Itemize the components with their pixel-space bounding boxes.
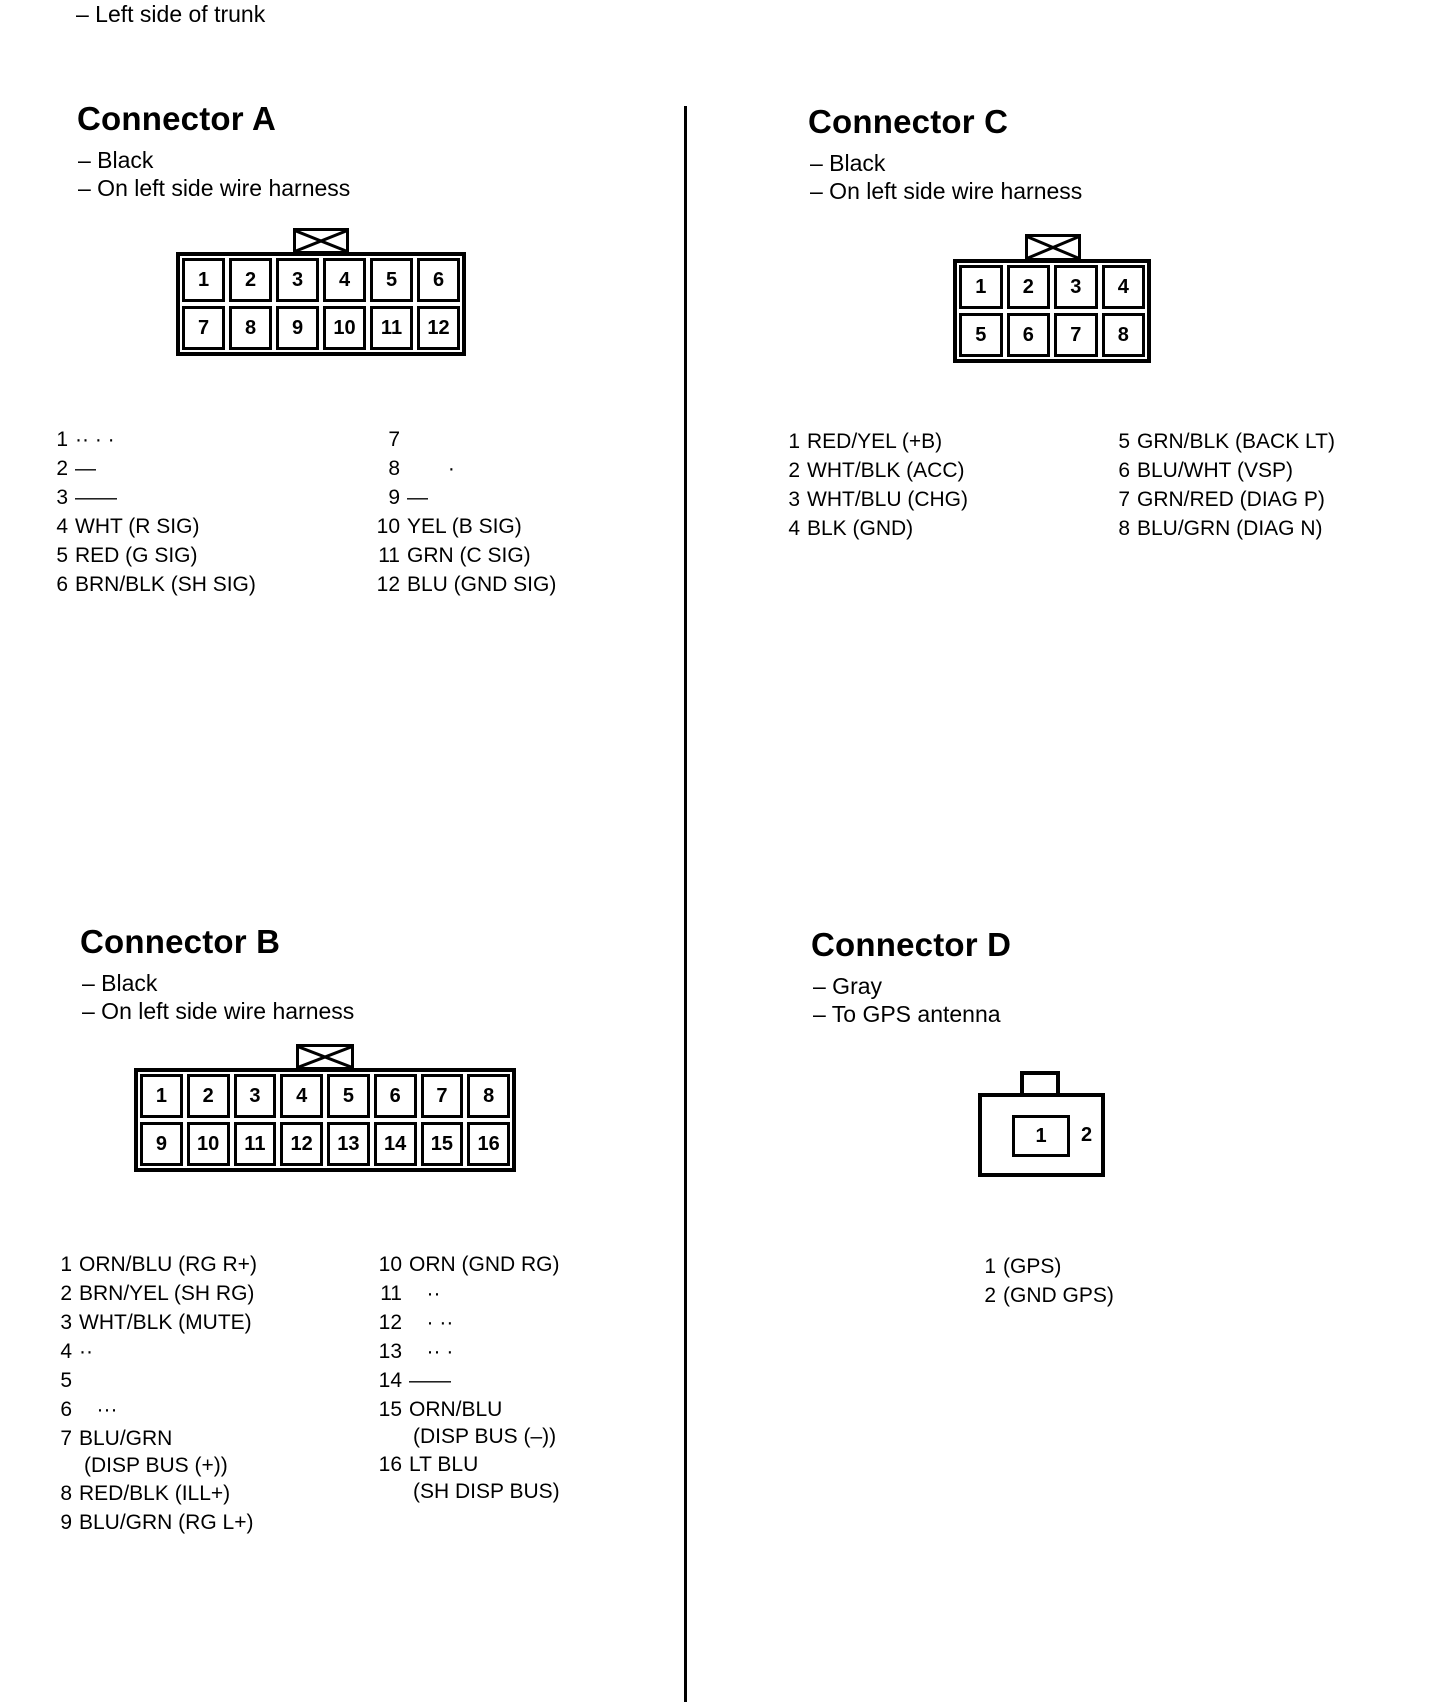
pin-row: 12 · ·· bbox=[378, 1311, 454, 1334]
connector-b-cavity: 2 bbox=[187, 1074, 230, 1118]
connector-c-cavity: 2 bbox=[1007, 265, 1051, 309]
connector-b-cavity: 16 bbox=[467, 1122, 510, 1166]
connector-a-cavity: 2 bbox=[229, 258, 272, 302]
connector-b-cavity: 7 bbox=[421, 1074, 464, 1118]
pin-row: 1 ORN/BLU (RG R+) bbox=[60, 1253, 257, 1276]
connector-c-location: – On left side wire harness bbox=[810, 178, 1083, 204]
pin-row: 5 bbox=[60, 1369, 72, 1392]
connector-a-cavity: 6 bbox=[417, 258, 460, 302]
pin-row: 3 —— bbox=[56, 486, 117, 509]
connector-b-cavities bbox=[134, 1068, 516, 1172]
pin-row: 7 bbox=[388, 428, 400, 451]
connector-a-color: – Black bbox=[78, 147, 154, 173]
connector-d-location: – To GPS antenna bbox=[813, 1001, 1001, 1027]
pin-row: 7 BLU/GRN bbox=[60, 1427, 173, 1450]
connector-b-cavity: 10 bbox=[187, 1122, 230, 1166]
pin-row: 4 BLK (GND) bbox=[788, 517, 914, 540]
pin-row: 10 ORN (GND RG) bbox=[378, 1253, 560, 1276]
connector-c-cavity: 4 bbox=[1102, 265, 1146, 309]
connector-c-cavity: 6 bbox=[1007, 313, 1051, 357]
connector-b-pins-left bbox=[58, 1250, 257, 1537]
connector-a-cavity: 9 bbox=[276, 306, 319, 350]
connector-a-diagram bbox=[176, 228, 466, 358]
connector-a-pins-left bbox=[54, 425, 256, 599]
connector-b-location: – On left side wire harness bbox=[82, 998, 355, 1024]
connector-d-latch bbox=[1020, 1071, 1060, 1095]
connector-a-latch bbox=[293, 228, 349, 254]
connector-a-cavity: 12 bbox=[417, 306, 460, 350]
connector-c-cavity: 8 bbox=[1102, 313, 1146, 357]
connector-c-cavity: 1 bbox=[959, 265, 1003, 309]
connector-a-cavities bbox=[176, 252, 466, 356]
connector-d-housing bbox=[978, 1093, 1105, 1177]
connector-c-title: Connector C bbox=[808, 103, 1009, 140]
connector-b-cavity: 13 bbox=[327, 1122, 370, 1166]
pin-row: 7 GRN/RED (DIAG P) bbox=[1118, 488, 1325, 511]
connector-b-cavity: 12 bbox=[280, 1122, 323, 1166]
pin-row: 4 WHT (R SIG) bbox=[56, 515, 200, 538]
connector-b-cavity: 11 bbox=[234, 1122, 277, 1166]
pin-row: 6 ··· bbox=[60, 1398, 118, 1421]
connector-a-cavity: 11 bbox=[370, 306, 413, 350]
connector-b-latch bbox=[296, 1044, 354, 1070]
pin-row: 9 — bbox=[388, 486, 428, 509]
pin-row: 2 BRN/YEL (SH RG) bbox=[60, 1282, 255, 1305]
pin-row: 14 —— bbox=[378, 1369, 451, 1392]
connector-c-diagram bbox=[953, 234, 1151, 364]
pin-row: 6 BLU/WHT (VSP) bbox=[1118, 459, 1293, 482]
connector-c-pins-left bbox=[786, 427, 968, 543]
connector-a-cavity: 1 bbox=[182, 258, 225, 302]
pin-row-continuation: (DISP BUS (+)) bbox=[84, 1454, 228, 1477]
connector-d-title: Connector D bbox=[811, 926, 1012, 963]
connector-b-cavity: 15 bbox=[421, 1122, 464, 1166]
pin-row: 1 (GPS) bbox=[984, 1255, 1062, 1278]
connector-b-diagram bbox=[134, 1044, 516, 1174]
connector-a-cavity: 10 bbox=[323, 306, 366, 350]
pin-row: 4 ·· bbox=[60, 1340, 93, 1363]
pin-row-continuation: (SH DISP BUS) bbox=[413, 1480, 560, 1503]
connector-c-latch bbox=[1025, 234, 1081, 261]
connector-d-color: – Gray bbox=[813, 973, 883, 999]
connector-d-cavity: 1 bbox=[1012, 1115, 1070, 1157]
connector-a-title: Connector A bbox=[77, 100, 276, 137]
connector-b-cavity: 9 bbox=[140, 1122, 183, 1166]
pin-row: 1 ·· · · bbox=[56, 428, 115, 451]
pin-row: 8 BLU/GRN (DIAG N) bbox=[1118, 517, 1323, 540]
pin-row: 5 GRN/BLK (BACK LT) bbox=[1118, 430, 1335, 453]
pin-row: 9 BLU/GRN (RG L+) bbox=[60, 1511, 254, 1534]
connector-b-pins-right bbox=[376, 1250, 560, 1505]
pin-row: 2 WHT/BLK (ACC) bbox=[788, 459, 965, 482]
connector-a-location: – On left side wire harness bbox=[78, 175, 351, 201]
pin-row: 16 LT BLU bbox=[378, 1453, 479, 1476]
connector-b-cavity: 3 bbox=[234, 1074, 277, 1118]
connector-d-cavity-label: 2 bbox=[1081, 1124, 1093, 1146]
connector-c-cavity: 3 bbox=[1054, 265, 1098, 309]
connector-a-cavity: 4 bbox=[323, 258, 366, 302]
connector-d-diagram bbox=[978, 1071, 1105, 1177]
pin-row: 11 GRN (C SIG) bbox=[378, 544, 531, 567]
connector-b-cavity: 14 bbox=[374, 1122, 417, 1166]
pin-row-continuation: (DISP BUS (–)) bbox=[413, 1425, 557, 1448]
connector-b-title: Connector B bbox=[80, 923, 281, 960]
connector-b-color: – Black bbox=[82, 970, 158, 996]
pin-row: 1 RED/YEL (+B) bbox=[788, 430, 943, 453]
connector-b-cavity: 6 bbox=[374, 1074, 417, 1118]
pin-row: 8 · bbox=[388, 457, 455, 480]
pin-row: 15 ORN/BLU bbox=[378, 1398, 503, 1421]
connector-b-cavity: 1 bbox=[140, 1074, 183, 1118]
connector-c-cavity: 5 bbox=[959, 313, 1003, 357]
pin-row: 10 YEL (B SIG) bbox=[376, 515, 522, 538]
connector-c-pins-right bbox=[1116, 427, 1335, 543]
pin-row: 3 WHT/BLU (CHG) bbox=[788, 488, 968, 511]
connector-a-cavity: 3 bbox=[276, 258, 319, 302]
connector-a-pins-right bbox=[374, 425, 556, 599]
connector-b-cavity: 8 bbox=[467, 1074, 510, 1118]
pin-row: 3 WHT/BLK (MUTE) bbox=[60, 1311, 252, 1334]
connector-a-cavity: 8 bbox=[229, 306, 272, 350]
pin-row: 11 ·· bbox=[380, 1282, 441, 1305]
pin-row: 2 — bbox=[56, 457, 96, 480]
connector-a-cavity: 7 bbox=[182, 306, 225, 350]
page-header-location: – Left side of trunk bbox=[76, 1, 266, 27]
pin-row: 13 ·· · bbox=[378, 1340, 454, 1363]
pin-row: 2 (GND GPS) bbox=[984, 1284, 1114, 1307]
connector-a-cavity: 5 bbox=[370, 258, 413, 302]
connector-b-cavity: 4 bbox=[280, 1074, 323, 1118]
pin-row: 12 BLU (GND SIG) bbox=[376, 573, 557, 596]
pin-row: 6 BRN/BLK (SH SIG) bbox=[56, 573, 256, 596]
connector-c-cavity: 7 bbox=[1054, 313, 1098, 357]
pin-row: 5 RED (G SIG) bbox=[56, 544, 198, 567]
connector-c-color: – Black bbox=[810, 150, 886, 176]
column-divider bbox=[684, 106, 687, 1702]
connector-b-cavity: 5 bbox=[327, 1074, 370, 1118]
connector-c-cavities bbox=[953, 259, 1151, 363]
connector-d-pins bbox=[982, 1252, 1114, 1310]
pin-row: 8 RED/BLK (ILL+) bbox=[60, 1482, 231, 1505]
